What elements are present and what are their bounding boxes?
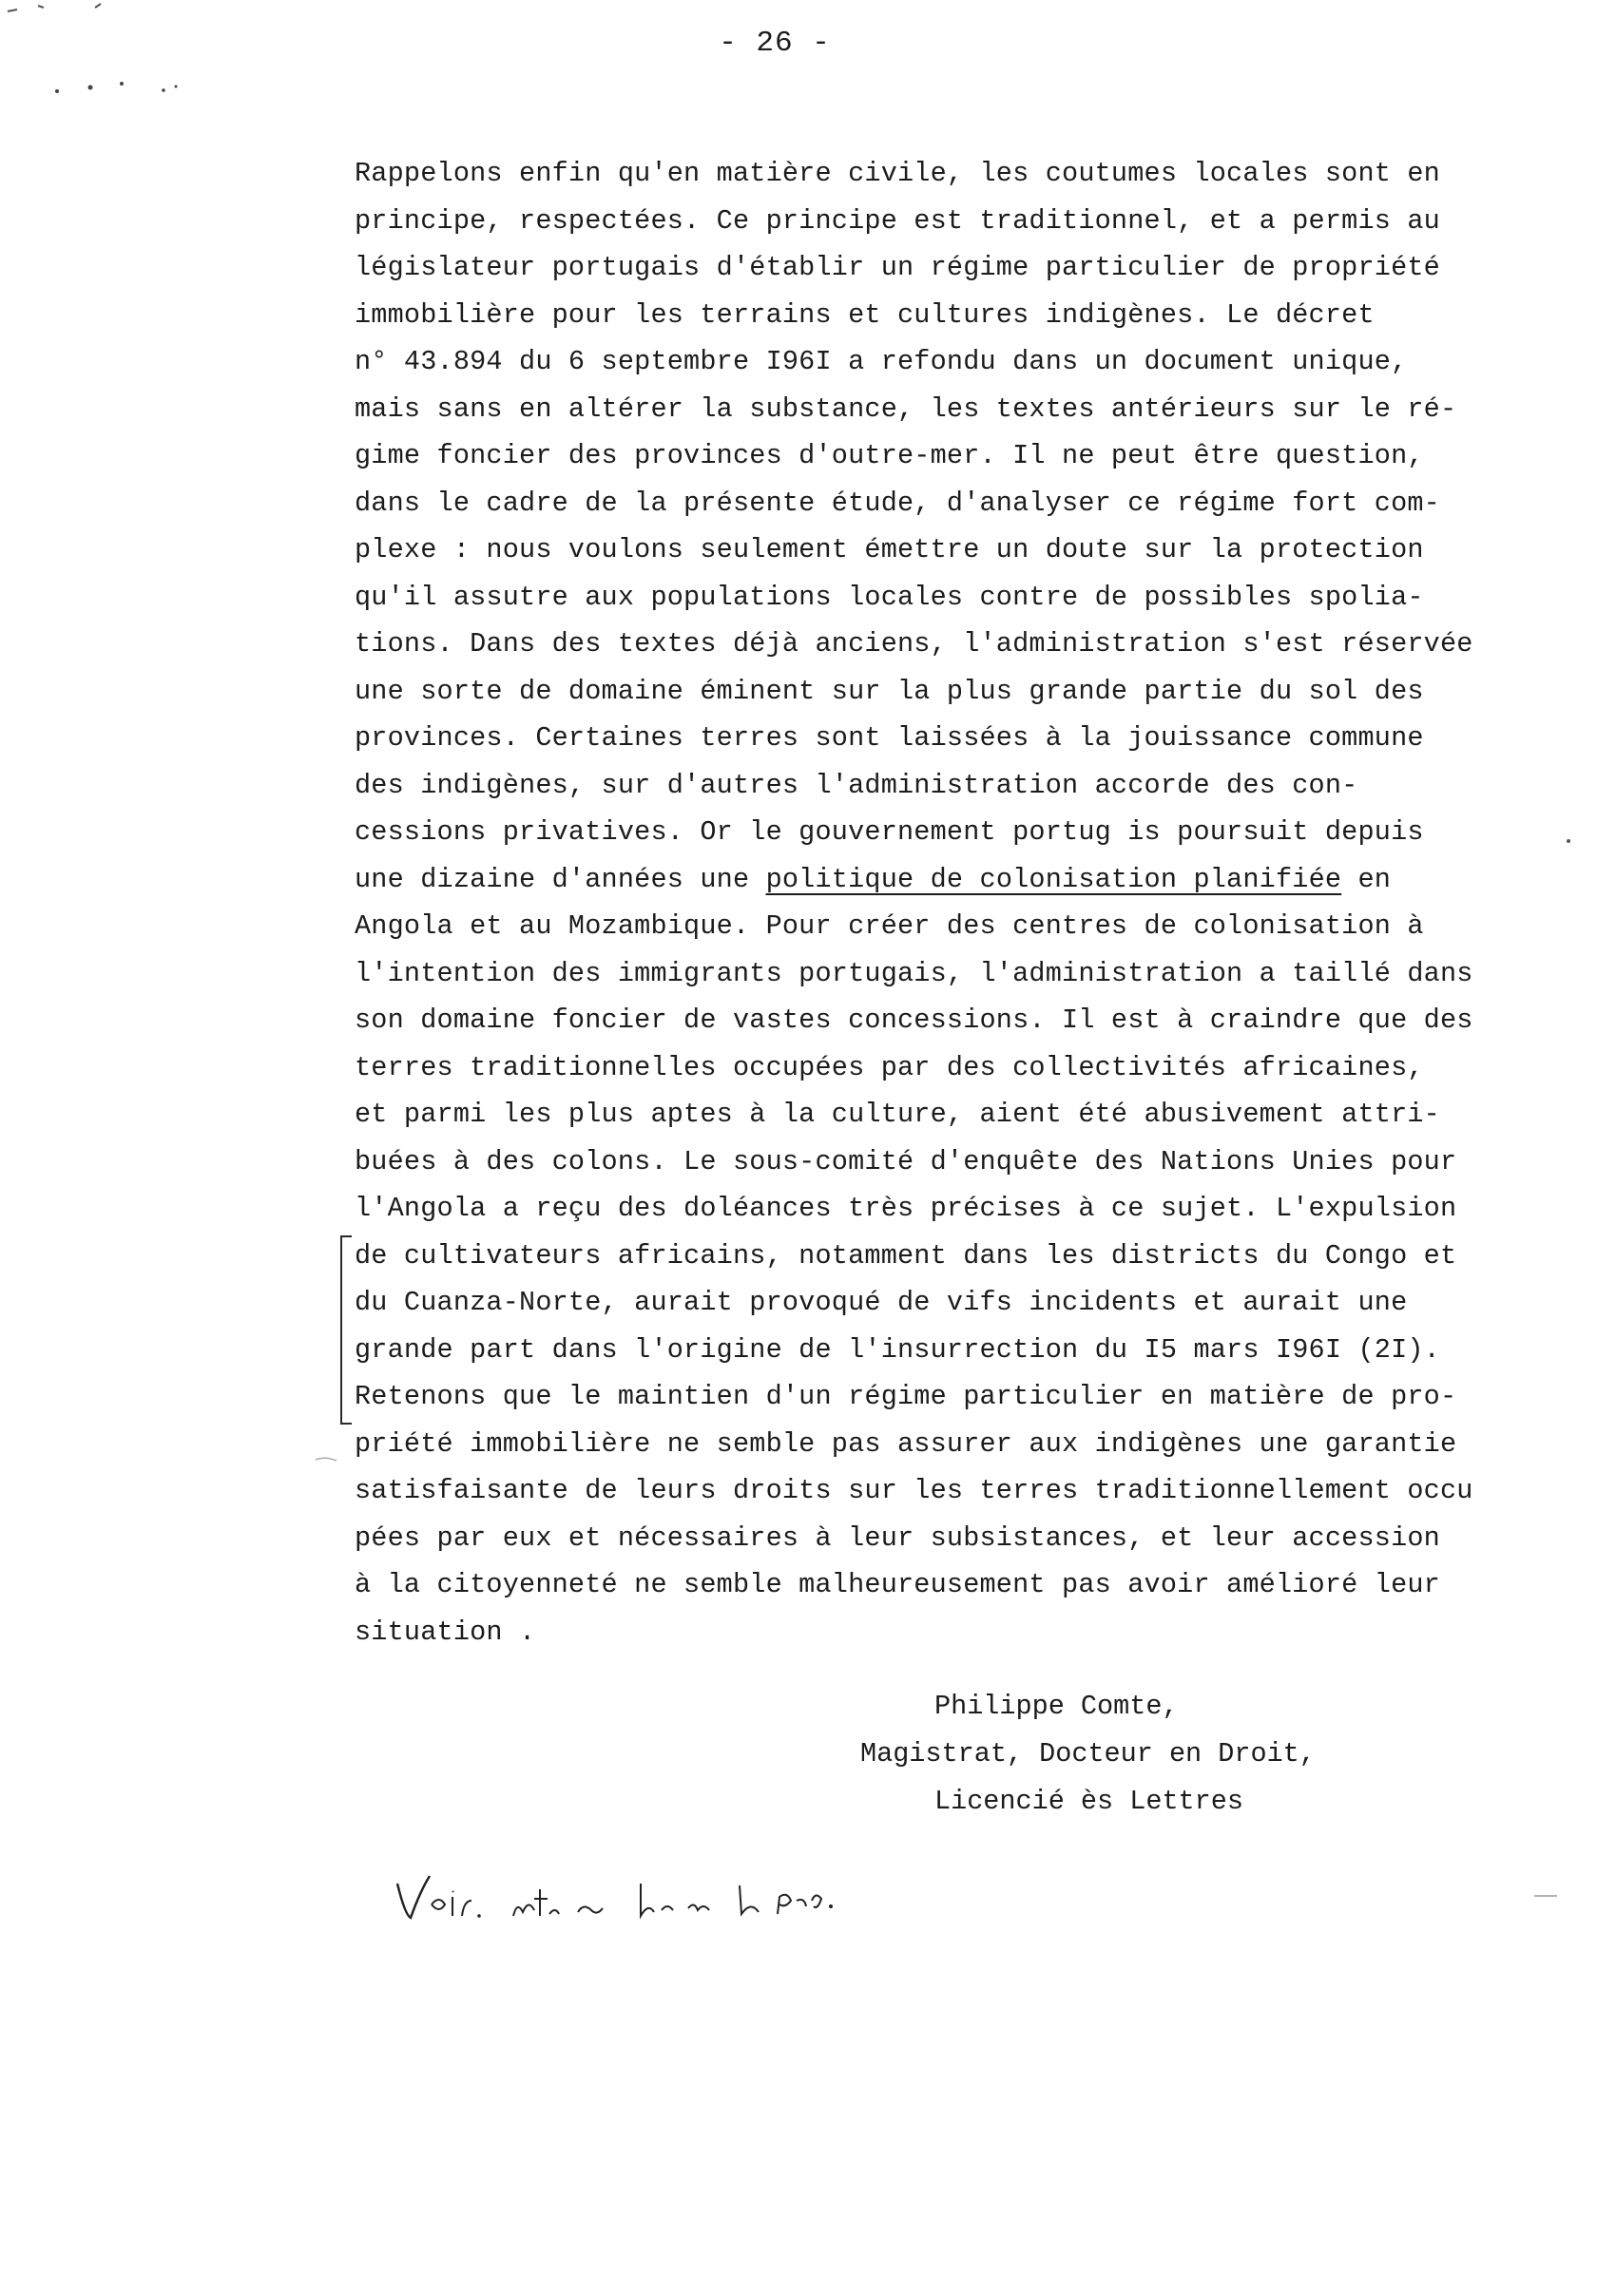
text-line: pées par eux et nécessaires à leur subsistances, et leur accession: [355, 1521, 1440, 1554]
author-title: Magistrat, Docteur en Droit,: [860, 1738, 1316, 1770]
text-line: dans le cadre de la présente étude, d'analyser ce régime fort com-: [355, 487, 1440, 519]
scan-speck: [1559, 836, 1587, 846]
text-line: grande part dans l'origine de l'insurrection du I5 mars I96I (2I).: [355, 1333, 1440, 1366]
page-number: - 26 -: [719, 27, 831, 60]
text-line: de cultivateurs africains, notamment dans les districts du Congo et: [355, 1239, 1457, 1272]
text-line: principe, respectées. Ce principe est traditionnel, et a permis au: [355, 204, 1440, 237]
text-line: tions. Dans des textes déjà anciens, l'administration s'est réservée: [355, 628, 1473, 660]
scan-speck: [314, 1454, 342, 1464]
text-line: l'intention des immigrants portugais, l'administration a taillé dans: [355, 957, 1473, 989]
author-degree: Licencié ès Lettres: [934, 1786, 1243, 1817]
text-fragment: en: [1341, 863, 1392, 895]
body-paragraph: [355, 150, 1562, 1655]
signature-block: [860, 1683, 1431, 1826]
text-line: Angola et au Mozambique. Pour créer des centres de colonisation à: [355, 910, 1424, 942]
handwritten-note: [392, 1863, 981, 1929]
text-line: et parmi les plus aptes à la culture, aient été abusivement attri-: [355, 1099, 1440, 1130]
text-line: terres traditionnelles occupées par des collectivités africaines,: [355, 1051, 1424, 1083]
margin-bracket-mark: [340, 1235, 352, 1425]
scan-speck: [1532, 1891, 1561, 1901]
text-line: gime foncier des provinces d'outre-mer. Il ne peut être question,: [355, 440, 1424, 471]
text-line: Retenons que le maintien d'un régime particulier en matière de pro-: [355, 1381, 1457, 1412]
text-line: des indigènes, sur d'autres l'administration accorde des con-: [355, 769, 1358, 801]
text-line-underlined: [355, 856, 1562, 904]
text-line: immobilière pour les terrains et cultures indigènes. Le décret: [355, 298, 1375, 331]
text-line: à la citoyenneté ne semble malheureusement pas avoir amélioré leur: [355, 1569, 1440, 1600]
text-line: situation .: [355, 1616, 536, 1648]
text-line: du Cuanza-Norte, aurait provoqué de vifs incidents et aurait une: [355, 1287, 1408, 1318]
text-line: priété immobilière ne semble pas assurer aux indigènes une garantie: [355, 1427, 1457, 1460]
text-fragment: une dizaine d'années une: [355, 863, 766, 895]
text-line: Rappelons enfin qu'en matière civile, les coutumes locales sont en: [355, 158, 1440, 189]
text-line: provinces. Certaines terres sont laissées à la jouissance commune: [355, 722, 1424, 754]
text-line: mais sans en altérer la substance, les textes antérieurs sur le ré-: [355, 392, 1457, 425]
underlined-phrase: politique de colonisation planifiée: [765, 863, 1342, 895]
author-name: Philippe Comte,: [934, 1691, 1179, 1722]
text-line: qu'il assutre aux populations locales contre de possibles spolia-: [355, 581, 1424, 613]
text-line: son domaine foncier de vastes concessions. Il est à craindre que des: [355, 1004, 1473, 1036]
text-line: plexe : nous voulons seulement émettre un doute sur la protection: [355, 534, 1424, 565]
text-line: satisfaisante de leurs droits sur les terres traditionnellement occu: [355, 1475, 1473, 1506]
text-line: cessions privatives. Or le gouvernement portug is poursuit depuis: [355, 816, 1424, 848]
text-line: une sorte de domaine éminent sur la plus grande partie du sol des: [355, 675, 1424, 707]
text-line: l'Angola a reçu des doléances très précises à ce sujet. L'expulsion: [355, 1193, 1457, 1224]
text-line: législateur portugais d'établir un régime particulier de propriété: [355, 252, 1440, 283]
text-line: n° 43.894 du 6 septembre I96I a refondu dans un document unique,: [355, 346, 1408, 377]
text-line: buées à des colons. Le sous-comité d'enquête des Nations Unies pour: [355, 1145, 1457, 1177]
